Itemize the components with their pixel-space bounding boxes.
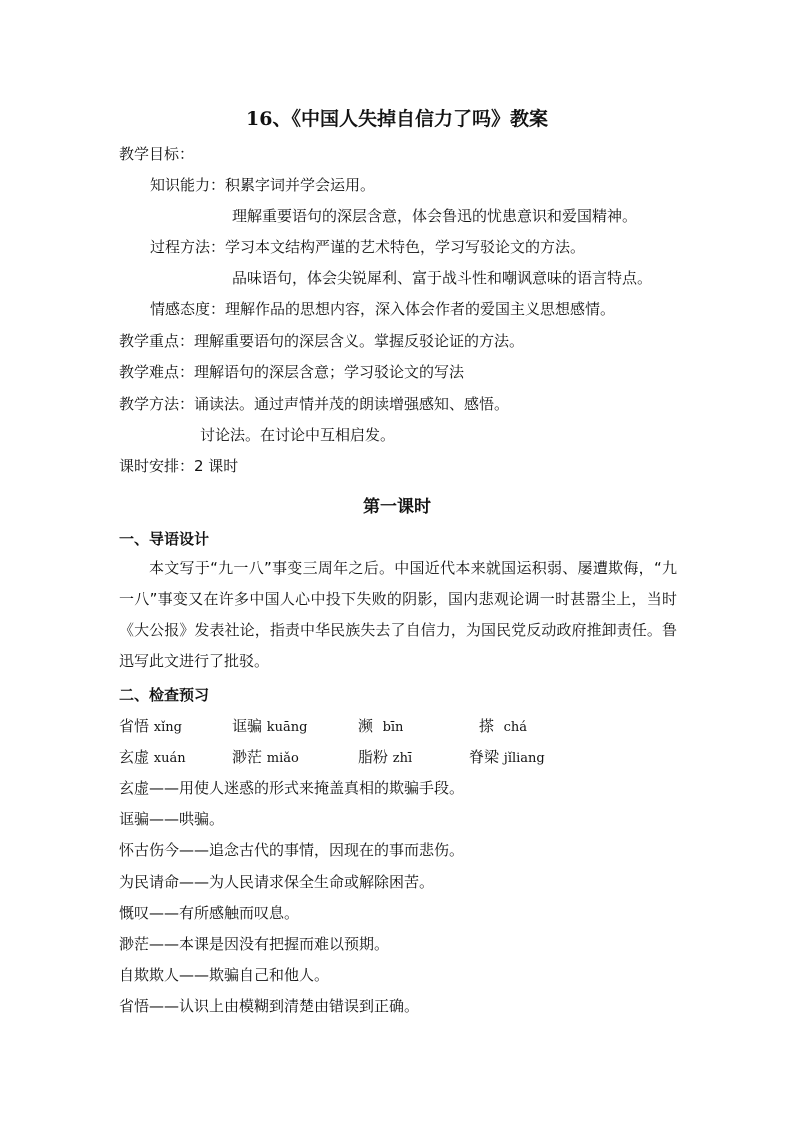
pinyin: kuāng [266, 720, 308, 735]
pinyin: xǐng [153, 720, 182, 735]
vocab-item: 渺茫 miǎo [232, 748, 299, 766]
knowledge-label: 知识能力： [150, 176, 226, 194]
methods-line-1: 教学方法：诵读法。通过声情并茂的朗读增强感知、感悟。 [119, 395, 510, 413]
definition-item: 为民请命——为人民请求保全生命或解除困苦。 [119, 873, 435, 891]
definition-item: 玄虚——用使人迷惑的形式来掩盖真相的欺骗手段。 [119, 779, 465, 797]
pinyin: jǐliang [503, 751, 545, 766]
pinyin: bīn [382, 720, 404, 735]
process-line-1 [150, 236, 585, 258]
objectives-heading: 教学目标： [119, 145, 195, 163]
key-points: 教学重点：理解重要语句的深层含义。掌握反驳论证的方法。 [119, 332, 525, 350]
pinyin: xuán [153, 751, 186, 766]
definition-item: 省悟——认识上由模糊到清楚由错误到正确。 [119, 997, 420, 1015]
difficulties: 教学难点：理解语句的深层含意；学习驳论文的写法 [119, 363, 465, 381]
vocab-item: 玄虚 xuán [119, 748, 186, 766]
document-title: 16、《中国人失掉自信力了吗》教案 [246, 108, 548, 130]
vocab-item: 诓骗 kuāng [232, 717, 308, 735]
emotion-text: 理解作品的思想内容，深入体会作者的爱国主义思想感情。 [225, 300, 616, 318]
process-line-2: 品味语句，体会尖锐犀利、富于战斗性和嘲讽意味的语言特点。 [232, 269, 653, 287]
knowledge-line-2: 理解重要语句的深层含意，体会鲁迅的忧患意识和爱国精神。 [232, 207, 638, 225]
process-text-1: 学习本文结构严谨的艺术特色，学习写驳论文的方法。 [225, 238, 586, 256]
vocab-item: 省悟 xǐng [119, 717, 182, 735]
definition-item: 慨叹——有所感触而叹息。 [119, 904, 300, 922]
session-title: 第一课时 [363, 497, 431, 517]
vocab-item: 脊梁 jǐliang [469, 748, 545, 766]
preview-heading: 二、检查预习 [119, 686, 210, 704]
schedule: 课时安排：2 课时 [119, 457, 239, 475]
knowledge-text-1: 积累字词并学会运用。 [225, 176, 376, 194]
methods-line-2: 讨论法。在讨论中互相启发。 [200, 426, 396, 444]
emotion-line [150, 298, 615, 320]
emotion-label: 情感态度： [150, 300, 226, 318]
definition-item: 渺茫——本课是因没有把握而难以预期。 [119, 935, 390, 953]
process-label: 过程方法： [150, 238, 226, 256]
knowledge-line-1 [150, 174, 375, 196]
definition-item: 诓骗——哄骗。 [119, 810, 225, 828]
vocab-item: 濒 bīn [358, 717, 404, 735]
vocab-item: 搽 chá [479, 717, 527, 735]
pinyin: miǎo [266, 751, 299, 766]
definition-item: 怀古伤今——追念古代的事情，因现在的事而悲伤。 [119, 841, 465, 859]
pinyin: chá [503, 720, 527, 735]
pinyin: zhī [392, 751, 413, 766]
intro-heading: 一、导语设计 [119, 530, 210, 548]
definition-item: 自欺欺人——欺骗自己和他人。 [119, 966, 330, 984]
intro-paragraph: 本文写于“九一八”事变三周年之后。中国近代本来就国运积弱、屡遭欺侮，“九一八”事变又在许多中国人心中投下失败的阴影，国内悲观论调一时甚嚣尘上，当时《大公报》发表社论，指责中华民族失去了自信力，为国民党反动政府推卸责任。鲁迅写此文进行了批驳。 [119, 559, 677, 670]
vocab-item: 脂粉 zhī [358, 748, 413, 766]
